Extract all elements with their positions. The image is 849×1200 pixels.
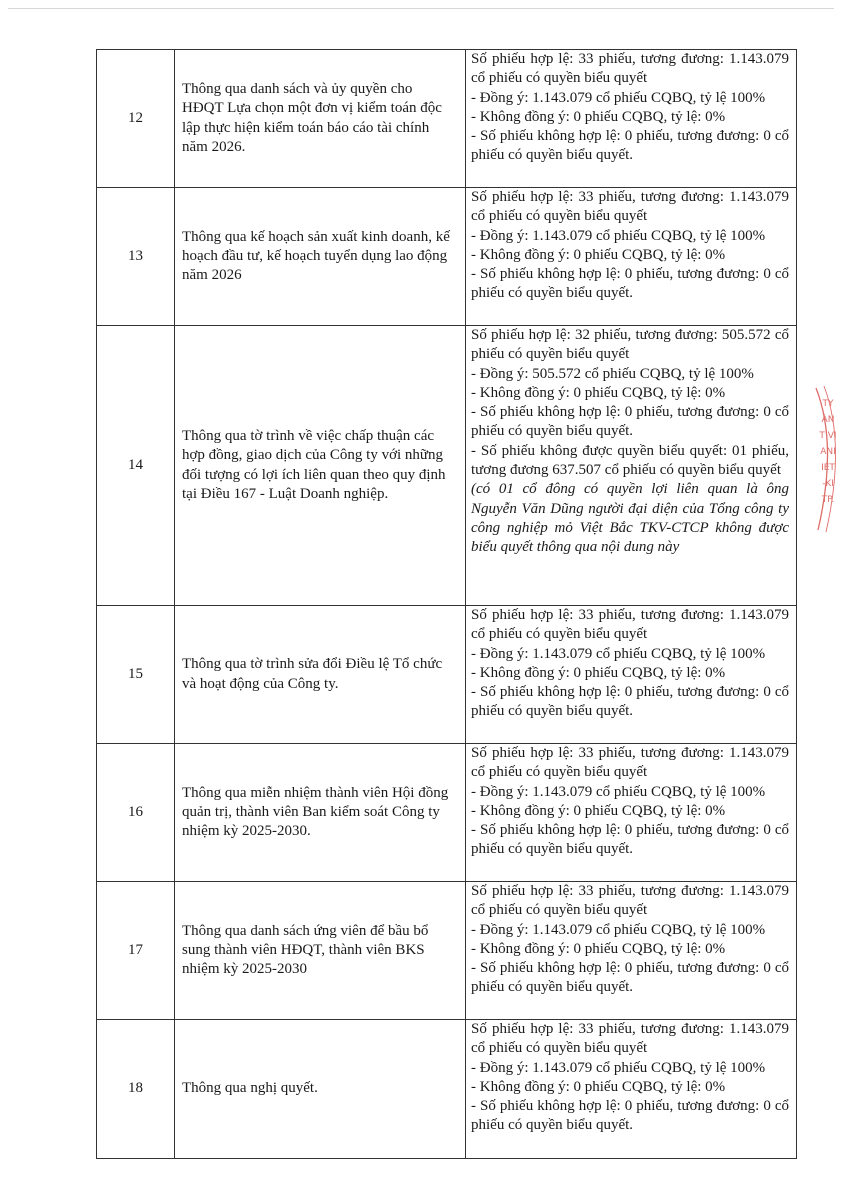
result-line: - Đồng ý: 1.143.079 cổ phiếu CQBQ, tỷ lệ 100%	[471, 1059, 766, 1076]
stamp-line: T VỊ	[819, 431, 837, 441]
stamp-line: -KI	[822, 479, 834, 489]
voting-result	[466, 188, 797, 326]
resolution-content: Thông qua danh sách và ủy quyền cho HĐQT Lựa chọn một đơn vị kiểm toán độc lập thực hiện kiểm toán báo cáo tài chính năm 2026.	[175, 50, 466, 188]
voting-result	[466, 606, 797, 744]
voting-result	[466, 882, 797, 1020]
table-row	[97, 188, 797, 326]
result-line: - Đồng ý: 1.143.079 cổ phiếu CQBQ, tỷ lệ 100%	[471, 921, 766, 938]
resolution-content: Thông qua kế hoạch sản xuất kinh doanh, kế hoạch đầu tư, kế hoạch tuyển dụng lao động năm 2026	[175, 188, 466, 326]
row-number: 13	[97, 188, 175, 326]
row-number: 16	[97, 744, 175, 882]
row-number: 18	[97, 1020, 175, 1159]
result-line: - Số phiếu không hợp lệ: 0 phiếu, tương đương: 0 cổ phiếu có quyền biểu quyết.	[471, 266, 789, 302]
result-line: - Số phiếu không hợp lệ: 0 phiếu, tương đương: 0 cổ phiếu có quyền biểu quyết.	[471, 128, 789, 164]
result-line: - Đồng ý: 1.143.079 cổ phiếu CQBQ, tỷ lệ 100%	[471, 227, 766, 244]
result-line: - Số phiếu không được quyền biểu quyết: 01 phiếu, tương đương 637.507 cổ phiếu có quyền biểu quyết	[471, 442, 789, 479]
stamp-text	[814, 396, 842, 508]
result-line: Số phiếu hợp lệ: 32 phiếu, tương đương: 505.572 cổ phiếu có quyền biểu quyết	[471, 327, 789, 363]
result-line: - Không đồng ý: 0 phiếu CQBQ, tỷ lệ: 0%	[471, 108, 726, 125]
result-line: Số phiếu hợp lệ: 33 phiếu, tương đương: 1.143.079 cổ phiếu có quyền biểu quyết	[471, 883, 789, 919]
resolution-content: Thông qua tờ trình về việc chấp thuận các hợp đồng, giao dịch của Công ty với những đối tượng có lợi ích liên quan theo quy định tại Điều 167 - Luật Doanh nghiệp.	[175, 326, 466, 606]
top-rule	[8, 8, 834, 9]
result-line: - Không đồng ý: 0 phiếu CQBQ, tỷ lệ: 0%	[471, 246, 726, 263]
table-row	[97, 606, 797, 744]
table-row	[97, 882, 797, 1020]
voting-result	[466, 1020, 797, 1159]
result-line: - Không đồng ý: 0 phiếu CQBQ, tỷ lệ: 0%	[471, 940, 726, 957]
row-number: 12	[97, 50, 175, 188]
result-note: (có 01 cổ đông có quyền lợi liên quan là ông Nguyễn Văn Dũng người đại diện của Tổng công ty công nghiệp mỏ Việt Bắc TKV-CTCP không được biểu quyết thông qua nội dung này	[471, 481, 789, 556]
resolution-content: Thông qua tờ trình sửa đổi Điều lệ Tổ chức và hoạt động của Công ty.	[175, 606, 466, 744]
row-number: 15	[97, 606, 175, 744]
result-line: - Đồng ý: 1.143.079 cổ phiếu CQBQ, tỷ lệ 100%	[471, 89, 766, 106]
stamp-line: TY	[822, 399, 834, 409]
resolution-content: Thông qua miễn nhiệm thành viên Hội đồng quản trị, thành viên Ban kiểm soát Công ty nhiệm kỳ 2025-2030.	[175, 744, 466, 882]
result-line: Số phiếu hợp lệ: 33 phiếu, tương đương: 1.143.079 cổ phiếu có quyền biểu quyết	[471, 745, 789, 781]
row-number: 17	[97, 882, 175, 1020]
stamp-line: ANI	[820, 447, 836, 457]
result-line: - Không đồng ý: 0 phiếu CQBQ, tỷ lệ: 0%	[471, 1078, 726, 1095]
result-line: - Không đồng ý: 0 phiếu CQBQ, tỷ lệ: 0%	[471, 384, 726, 401]
table-row	[97, 326, 797, 606]
result-line: - Không đồng ý: 0 phiếu CQBQ, tỷ lệ: 0%	[471, 664, 726, 681]
table-row	[97, 744, 797, 882]
resolution-content: Thông qua nghị quyết.	[175, 1020, 466, 1159]
stamp-line: TP.	[821, 495, 835, 505]
result-line: - Số phiếu không hợp lệ: 0 phiếu, tương đương: 0 cổ phiếu có quyền biểu quyết.	[471, 960, 789, 996]
result-line: - Số phiếu không hợp lệ: 0 phiếu, tương đương: 0 cổ phiếu có quyền biểu quyết.	[471, 684, 789, 720]
result-line: - Số phiếu không hợp lệ: 0 phiếu, tương đương: 0 cổ phiếu có quyền biểu quyết.	[471, 404, 789, 440]
result-line: - Đồng ý: 505.572 cổ phiếu CQBQ, tỷ lệ 100%	[471, 365, 754, 382]
result-line: - Đồng ý: 1.143.079 cổ phiếu CQBQ, tỷ lệ 100%	[471, 783, 766, 800]
stamp-line: ÀN	[821, 415, 835, 425]
result-line: - Đồng ý: 1.143.079 cổ phiếu CQBQ, tỷ lệ 100%	[471, 645, 766, 662]
result-line: - Số phiếu không hợp lệ: 0 phiếu, tương đương: 0 cổ phiếu có quyền biểu quyết.	[471, 1098, 789, 1134]
result-line: Số phiếu hợp lệ: 33 phiếu, tương đương: 1.143.079 cổ phiếu có quyền biểu quyết	[471, 1021, 789, 1057]
result-line: Số phiếu hợp lệ: 33 phiếu, tương đương: 1.143.079 cổ phiếu có quyền biểu quyết	[471, 607, 789, 643]
voting-result	[466, 744, 797, 882]
red-stamp-fragment	[808, 384, 842, 534]
resolution-content: Thông qua danh sách ứng viên để bầu bổ sung thành viên HĐQT, thành viên BKS nhiệm kỳ 2025-2030	[175, 882, 466, 1020]
table-body	[97, 50, 797, 1159]
result-line: Số phiếu hợp lệ: 33 phiếu, tương đương: 1.143.079 cổ phiếu có quyền biểu quyết	[471, 51, 789, 87]
result-line: - Không đồng ý: 0 phiếu CQBQ, tỷ lệ: 0%	[471, 802, 726, 819]
voting-results-table	[96, 49, 797, 1159]
table-row	[97, 1020, 797, 1159]
row-number: 14	[97, 326, 175, 606]
stamp-line: IÉT	[821, 463, 835, 473]
voting-result	[466, 50, 797, 188]
result-line: - Số phiếu không hợp lệ: 0 phiếu, tương đương: 0 cổ phiếu có quyền biểu quyết.	[471, 822, 789, 858]
table-row	[97, 50, 797, 188]
voting-result	[466, 326, 797, 606]
result-line: Số phiếu hợp lệ: 33 phiếu, tương đương: 1.143.079 cổ phiếu có quyền biểu quyết	[471, 189, 789, 225]
